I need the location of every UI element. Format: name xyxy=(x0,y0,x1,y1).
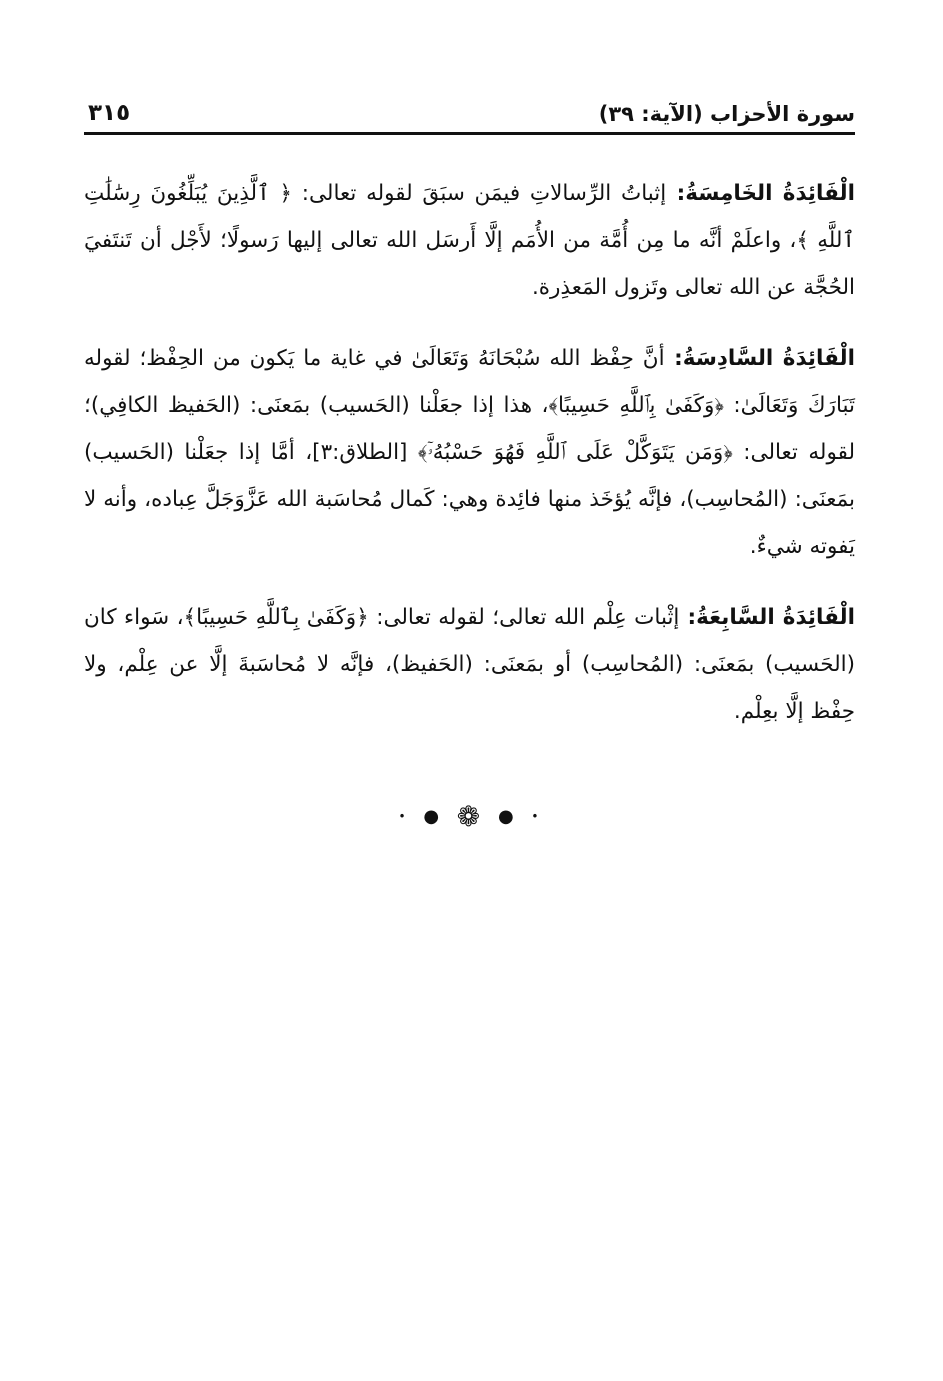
ornament-dot-icon: ● xyxy=(497,806,520,827)
ornament-flower-icon: ❁ xyxy=(456,800,487,833)
ornament-dot-icon: • xyxy=(531,809,545,824)
paragraph-seventh-benefit: الْفَائِدَةُ السَّابِعَةُ: إثْبات عِلْم الله تعالى؛ لقوله تعالى: ﴿وَكَفَىٰ بِٱللَّهِ حَسِيبًا﴾، سَواء كان (الحَسيب) بمَعنَى: (المُحاسِب) أو بمَعنَى: (الحَفيظ)، فإنَّه لا مُحاسَبةَ إلَّا عن عِلْم، ولا حِفْظ إلَّا بعِلْم. xyxy=(84,605,855,724)
page-number: ٣١٥ xyxy=(88,100,131,126)
paragraph-text: إثْبات عِلْم الله تعالى؛ لقوله تعالى: ﴿وَكَفَىٰ بِٱللَّهِ حَسِيبًا﴾، سَواء كان (الحَسيب) بمَعنَى: (المُحاسِب) أو بمَعنَى: (الحَفيظ)، فإنَّه لا مُحاسَبةَ إلَّا عن عِلْم، ولا حِفْظ إلَّا بعِلْم. xyxy=(84,605,855,724)
page-content xyxy=(84,170,855,759)
page-header xyxy=(84,92,855,135)
ornament-dot-icon: ● xyxy=(423,806,446,827)
paragraph-heading: الْفَائِدَةُ السَّادِسَةُ xyxy=(682,346,855,371)
paragraph-fifth-benefit: الْفَائِدَةُ الخَامِسَةُ: إثباتُ الرِّسالاتِ فيمَن سبَقَ لقوله تعالى: ﴿ ٱلَّذِينَ يُبَلِّغُونَ رِسَٰلَٰتِ ٱللَّهِ ﴾، واعلَمْ أنَّه ما مِن أُمَّة من الأُمَم إلَّا أَرسَل الله تعالى إليها رَسولًا؛ لأَجْل أن تَنتَفيَ الحُجَّة عن الله تعالى وتَزول المَعذِرة. xyxy=(84,181,855,300)
section-end-ornament xyxy=(0,800,943,833)
paragraph-text: إثباتُ الرِّسالاتِ فيمَن سبَقَ لقوله تعالى: ﴿ ٱلَّذِينَ يُبَلِّغُونَ رِسَٰلَٰتِ ٱللَّهِ ﴾، واعلَمْ أنَّه ما مِن أُمَّة من الأُمَم إلَّا أَرسَل الله تعالى إليها رَسولًا؛ لأَجْل أن تَنتَفيَ الحُجَّة عن الله تعالى وتَزول المَعذِرة. xyxy=(84,181,855,300)
paragraph-heading: الْفَائِدَةُ الخَامِسَةُ xyxy=(685,181,855,206)
chapter-title: سورة الأحزاب (الآية: ٣٩) xyxy=(598,102,855,126)
paragraph-text: أنَّ حِفْظ الله سُبْحَانَهُ وَتَعَالَىٰ في غاية ما يَكون من الحِفْظ؛ لقوله تَبَارَكَ وَتَعَالَىٰ: ﴿وَكَفَىٰ بِٱللَّهِ حَسِيبًا﴾، هذا إذا جعَلْنا (الحَسيب) بمَعنَى: (الحَفيظ الكافِي)؛ لقوله تعالى: ﴿وَمَن يَتَوَكَّلْ عَلَى ٱللَّهِ فَهُوَ حَسْبُهُۥٓ﴾ [الطلاق:٣]، أمَّا إذا جعَلْنا (الحَسيب) بمَعنَى: (المُحاسِب)، فإنَّه يُؤخَذ منها فائِدة وهي: كَمال مُحاسَبة الله عَزَّوَجَلَّ عِباده، وأنه لا يَفوته شيءٌ. xyxy=(84,346,855,559)
ornament-dot-icon: • xyxy=(398,809,412,824)
paragraph-sixth-benefit: الْفَائِدَةُ السَّادِسَةُ: أنَّ حِفْظ الله سُبْحَانَهُ وَتَعَالَىٰ في غاية ما يَكون من الحِفْظ؛ لقوله تَبَارَكَ وَتَعَالَىٰ: ﴿وَكَفَىٰ بِٱللَّهِ حَسِيبًا﴾، هذا إذا جعَلْنا (الحَسيب) بمَعنَى: (الحَفيظ الكافِي)؛ لقوله تعالى: ﴿وَمَن يَتَوَكَّلْ عَلَى ٱللَّهِ فَهُوَ حَسْبُهُۥٓ﴾ [الطلاق:٣]، أمَّا إذا جعَلْنا (الحَسيب) بمَعنَى: (المُحاسِب)، فإنَّه يُؤخَذ منها فائِدة وهي: كَمال مُحاسَبة الله عَزَّوَجَلَّ عِباده، وأنه لا يَفوته شيءٌ. xyxy=(84,346,855,559)
paragraph-heading: الْفَائِدَةُ السَّابِعَةُ xyxy=(696,605,855,630)
